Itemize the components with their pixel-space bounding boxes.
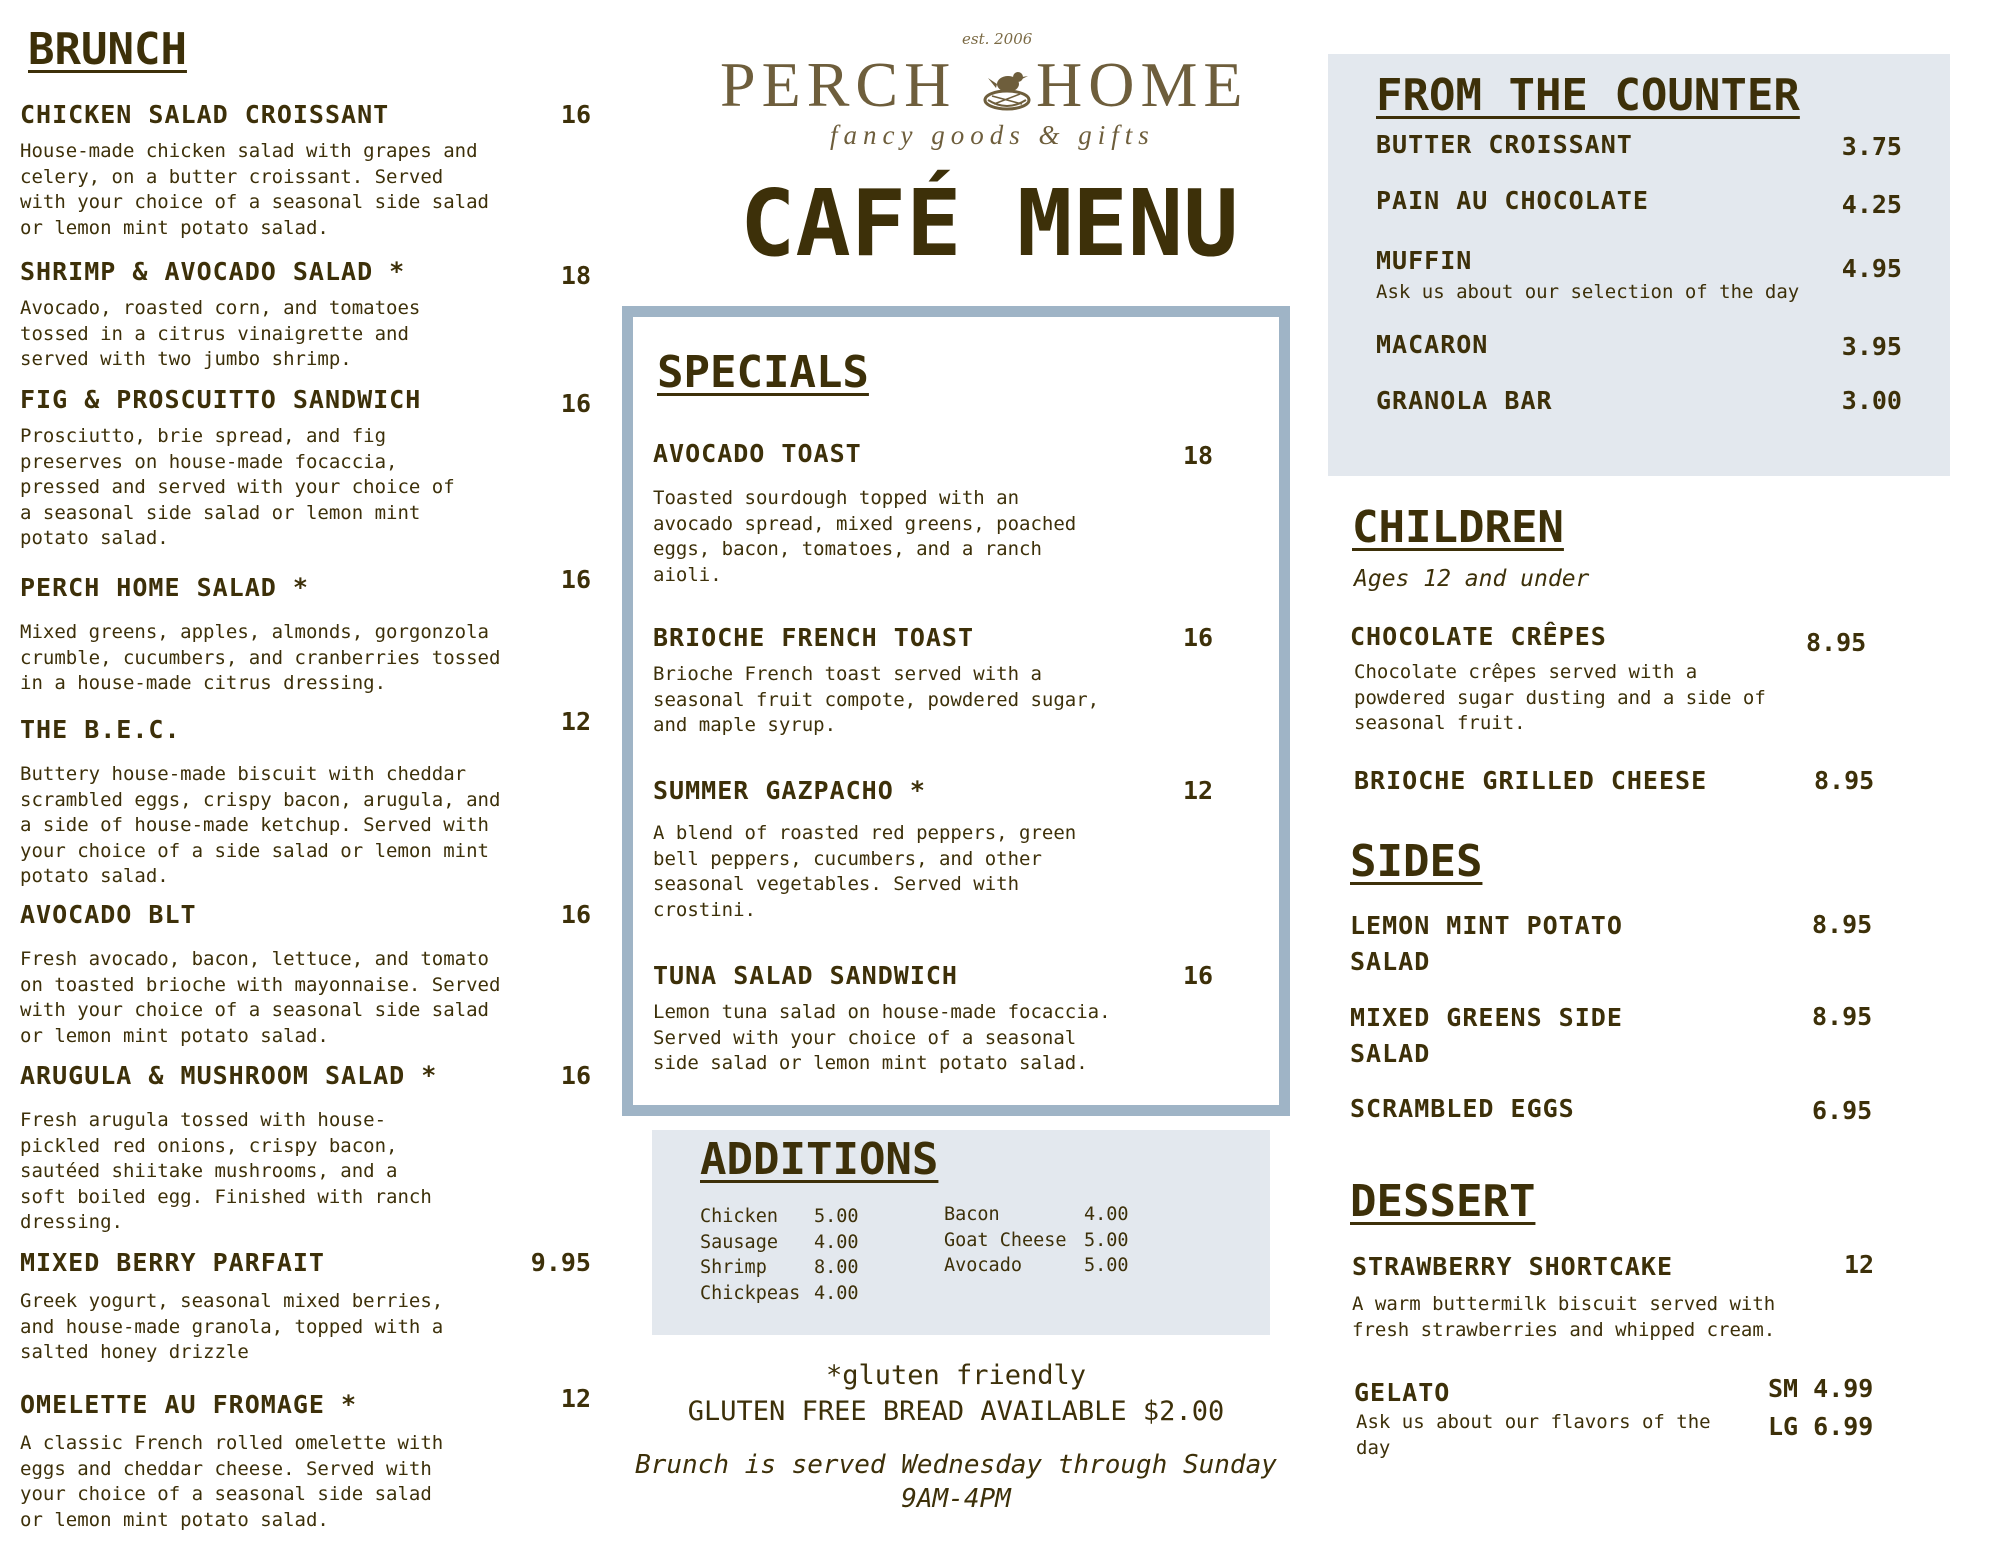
desc-line: and maple syrup. <box>653 714 837 736</box>
brunch-item <box>20 707 600 890</box>
specials-box <box>622 306 1290 1116</box>
desc-line: powdered sugar dusting and a side of <box>1354 686 1766 709</box>
item-name: BUTTER CROISSANT <box>1376 130 1633 159</box>
item-name: BRIOCHE GRILLED CHEESE <box>1354 766 1708 795</box>
item-name-line: SCRAMBLED EGGS <box>1350 1094 1575 1123</box>
item-name: MUFFIN <box>1376 246 1473 275</box>
desc-line: Served with your choice of a seasonal <box>653 1026 1077 1049</box>
logo-tagline: fancy goods & gifts <box>830 120 1155 150</box>
item-name: MIXED BERRY PARFAIT <box>20 1248 325 1277</box>
desc-line: Prosciutto, brie spread, and fig <box>20 425 387 447</box>
addition-name: Chicken <box>700 1206 778 1227</box>
desc-line: soft boiled egg. Finished with ranch <box>20 1185 432 1208</box>
gluten-free-bread-note: GLUTEN FREE BREAD AVAILABLE $2.00 <box>687 1396 1225 1427</box>
desc-line: day <box>1356 1436 1391 1459</box>
addition-name: Avocado <box>944 1255 1022 1276</box>
item-name: OMELETTE AU FROMAGE * <box>20 1390 358 1419</box>
desc-line: dressing. <box>20 1211 123 1233</box>
desc-line: Greek yogurt, seasonal mixed berries, <box>20 1290 444 1312</box>
item-price: 4.25 <box>1841 190 1902 219</box>
item-name-line: LEMON MINT POTATO <box>1350 911 1623 940</box>
item-name: PERCH HOME SALAD * <box>20 573 309 602</box>
addition-row <box>700 1281 859 1307</box>
logo-est: est. 2006 <box>962 30 1033 48</box>
desc-line: with your choice of a seasonal side salad <box>20 191 489 213</box>
dessert-heading: DESSERT <box>1350 1176 1536 1227</box>
item-price: 6.95 <box>1812 1096 1873 1125</box>
item-price: 18 <box>1183 441 1214 470</box>
desc-line: served with two jumbo shrimp. <box>20 348 352 370</box>
desc-line: a side of house-made ketchup. Served with <box>20 814 489 836</box>
sides-heading: SIDES <box>1350 836 1483 887</box>
item-price: 8.95 <box>1814 766 1875 795</box>
desc-line: crostini. <box>653 898 756 921</box>
addition-row <box>700 1255 859 1281</box>
addition-name: Chickpeas <box>700 1282 801 1304</box>
addition-row <box>944 1228 1129 1254</box>
item-name <box>1350 908 1623 980</box>
item-name: CHOCOLATE CRÊPES <box>1350 622 1607 651</box>
item-price: 12 <box>560 707 591 736</box>
desc-line: with your choice of a seasonal side salad <box>20 999 489 1021</box>
addition-row <box>944 1253 1129 1279</box>
item-name: SHRIMP & AVOCADO SALAD * <box>20 257 406 286</box>
hours-note: Brunch is served Wednesday through Sunday <box>635 1450 1277 1480</box>
desc-line: bell peppers, cucumbers, and other <box>653 847 1042 870</box>
desc-line: in a house-made citrus dressing. <box>20 672 387 694</box>
item-price: 16 <box>1183 961 1214 990</box>
item-price: 8.95 <box>1812 1002 1873 1031</box>
item-name: STRAWBERRY SHORTCAKE <box>1352 1252 1674 1281</box>
addition-price: 5.00 <box>814 1206 859 1227</box>
addition-price: 4.00 <box>814 1282 859 1304</box>
desc-line: scrambled eggs, crispy bacon, arugula, and <box>20 788 501 811</box>
desc-line: or lemon mint potato salad. <box>20 216 329 239</box>
item-desc <box>1356 1410 1711 1461</box>
desc-line: eggs and cheddar cheese. Served with <box>20 1457 432 1480</box>
desc-line: seasonal fruit. <box>1354 712 1526 734</box>
special-item <box>653 439 1233 588</box>
desc-line: Mixed greens, apples, almonds, gorgonzola <box>20 621 489 643</box>
item-name: FIG & PROSCUITTO SANDWICH <box>20 385 422 414</box>
brunch-item <box>20 900 600 1049</box>
item-name <box>1350 1000 1623 1072</box>
desc-line: Lemon tuna salad on house-made focaccia. <box>653 1001 1111 1023</box>
additions-box <box>652 1130 1270 1335</box>
gluten-note: *gluten friendly <box>825 1360 1087 1391</box>
desc-line: sautéed shiitake mushrooms, and a <box>20 1160 398 1182</box>
item-desc <box>1352 1292 1775 1343</box>
item-desc: Ask us about our selection of the day <box>1376 281 1800 303</box>
addition-row <box>700 1230 859 1256</box>
additions-left-list <box>700 1204 859 1306</box>
item-name: CHICKEN SALAD CROISSANT <box>20 100 390 129</box>
counter-heading: FROM THE COUNTER <box>1376 70 1800 121</box>
item-price: 3.75 <box>1841 132 1902 161</box>
specials-heading: SPECIALS <box>657 347 869 398</box>
addition-price: 8.00 <box>814 1257 859 1278</box>
item-price: 16 <box>560 100 591 129</box>
addition-row <box>700 1204 859 1230</box>
desc-line: a seasonal side salad or lemon mint <box>20 501 421 524</box>
item-name-line: SALAD <box>1350 947 1431 976</box>
children-subtitle: Ages 12 and under <box>1354 566 1590 592</box>
addition-price: 5.00 <box>1084 1255 1129 1276</box>
item-name-line: MIXED GREENS SIDE <box>1350 1003 1623 1032</box>
addition-name: Shrimp <box>700 1257 767 1278</box>
brunch-item <box>20 1061 600 1236</box>
desc-line: salted honey drizzle <box>20 1341 249 1363</box>
item-price-large: LG 6.99 <box>1768 1412 1874 1441</box>
desc-line: or lemon mint potato salad. <box>20 1024 329 1047</box>
item-name: AVOCADO BLT <box>20 900 197 929</box>
item-price: 12 <box>560 1384 591 1413</box>
item-desc <box>1354 660 1766 737</box>
brunch-item <box>20 385 600 552</box>
item-name <box>1350 1094 1575 1123</box>
logo-word-right: HOME <box>1036 49 1249 120</box>
item-name: PAIN AU CHOCOLATE <box>1376 186 1649 215</box>
addition-name: Sausage <box>700 1231 778 1253</box>
brunch-item <box>20 1248 600 1366</box>
desc-line: preserves on house-made focaccia, <box>20 450 398 473</box>
desc-line: Brioche French toast served with a <box>653 663 1042 685</box>
additions-right-list <box>944 1202 1129 1279</box>
brunch-item <box>20 565 600 697</box>
special-item <box>653 623 1233 739</box>
item-price: 8.95 <box>1806 628 1867 657</box>
addition-name: Bacon <box>944 1204 1000 1225</box>
desc-line: A blend of roasted red peppers, green <box>653 822 1077 844</box>
item-price: 16 <box>560 900 591 929</box>
item-price: 3.95 <box>1841 332 1902 361</box>
item-name: GELATO <box>1354 1378 1451 1407</box>
item-price: 16 <box>1183 623 1214 652</box>
bird-nest-icon <box>980 64 1034 114</box>
item-name: GRANOLA BAR <box>1376 386 1553 415</box>
page-title: CAFÉ MENU <box>740 170 1239 277</box>
addition-price: 4.00 <box>1084 1204 1129 1225</box>
desc-line: avocado spread, mixed greens, poached <box>653 512 1077 535</box>
desc-line: Ask us about our flavors of the <box>1356 1411 1711 1433</box>
addition-price: 5.00 <box>1084 1229 1129 1251</box>
desc-line: side salad or lemon mint potato salad. <box>653 1052 1088 1074</box>
item-price: 16 <box>560 389 591 418</box>
desc-line: potato salad. <box>20 527 169 549</box>
desc-line: celery, on a butter croissant. Served <box>20 165 444 188</box>
item-name: TUNA SALAD SANDWICH <box>653 961 958 990</box>
desc-line: Buttery house-made biscuit with cheddar <box>20 763 467 785</box>
desc-line: pickled red onions, crispy bacon, <box>20 1134 398 1157</box>
desc-line: Toasted sourdough topped with an <box>653 487 1020 509</box>
desc-line: your choice of a side salad or lemon mint <box>20 839 489 862</box>
item-price: 4.95 <box>1841 254 1902 283</box>
item-price: 16 <box>560 565 591 594</box>
item-price-small: SM 4.99 <box>1768 1374 1874 1403</box>
item-price: 8.95 <box>1812 910 1873 939</box>
desc-line: potato salad. <box>20 865 169 887</box>
item-price: 12 <box>1183 776 1214 805</box>
item-name: SUMMER GAZPACHO * <box>653 776 926 805</box>
desc-line: tossed in a citrus vinaigrette and <box>20 322 409 345</box>
item-name: MACARON <box>1376 330 1489 359</box>
special-item <box>653 961 1233 1077</box>
addition-name: Goat Cheese <box>944 1229 1067 1251</box>
brunch-item <box>20 1384 600 1533</box>
logo <box>700 26 1260 166</box>
special-item <box>653 776 1233 923</box>
brunch-item <box>20 257 600 373</box>
brunch-item <box>20 100 600 241</box>
item-price: 18 <box>560 261 591 290</box>
desc-line: seasonal vegetables. Served with <box>653 873 1020 895</box>
addition-price: 4.00 <box>814 1231 859 1253</box>
desc-line: your choice of a seasonal side salad <box>20 1483 432 1505</box>
item-price: 12 <box>1844 1250 1875 1279</box>
item-name: ARUGULA & MUSHROOM SALAD * <box>20 1061 438 1090</box>
desc-line: eggs, bacon, tomatoes, and a ranch <box>653 538 1042 560</box>
item-name-line: SALAD <box>1350 1039 1431 1068</box>
counter-box <box>1328 54 1950 476</box>
additions-heading: ADDITIONS <box>700 1134 939 1185</box>
addition-row <box>944 1202 1129 1228</box>
desc-line: or lemon mint potato salad. <box>20 1508 329 1531</box>
item-name: AVOCADO TOAST <box>653 439 862 468</box>
item-price: 16 <box>560 1061 591 1090</box>
desc-line: pressed and served with your choice of <box>20 476 455 498</box>
desc-line: A warm buttermilk biscuit served with <box>1352 1293 1776 1315</box>
item-price: 9.95 <box>530 1248 591 1277</box>
desc-line: seasonal fruit compote, powdered sugar, <box>653 688 1100 711</box>
desc-line: aioli. <box>653 563 722 586</box>
logo-word-left: PERCH <box>720 49 957 120</box>
desc-line: Fresh avocado, bacon, lettuce, and tomato <box>20 948 489 970</box>
brunch-heading: BRUNCH <box>28 24 187 75</box>
desc-line: House-made chicken salad with grapes and <box>20 140 478 162</box>
item-name: BRIOCHE FRENCH TOAST <box>653 623 975 652</box>
desc-line: fresh strawberries and whipped cream. <box>1352 1318 1776 1341</box>
hours-time: 9AM-4PM <box>901 1484 1011 1514</box>
desc-line: and house-made granola, topped with a <box>20 1315 444 1338</box>
children-heading: CHILDREN <box>1352 502 1564 553</box>
desc-line: crumble, cucumbers, and cranberries tossed <box>20 646 501 669</box>
item-price: 3.00 <box>1841 386 1902 415</box>
desc-line: Fresh arugula tossed with house- <box>20 1109 387 1131</box>
item-name: THE B.E.C. <box>20 715 181 744</box>
desc-line: Chocolate crêpes served with a <box>1354 661 1698 683</box>
desc-line: A classic French rolled omelette with <box>20 1432 444 1454</box>
desc-line: on toasted brioche with mayonnaise. Served <box>20 973 501 996</box>
desc-line: Avocado, roasted corn, and tomatoes <box>20 297 421 319</box>
